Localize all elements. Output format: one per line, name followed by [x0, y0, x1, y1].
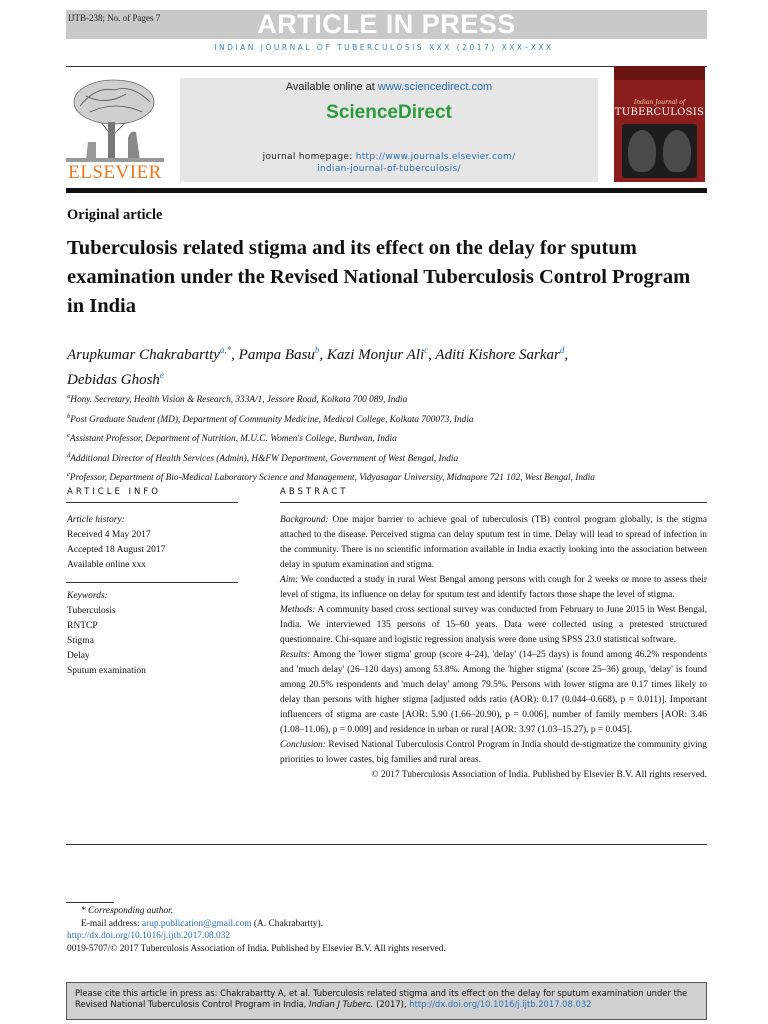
received-date: Received 4 May 2017 — [67, 530, 151, 540]
affiliation-item — [67, 409, 712, 429]
affiliation-text: Assistant Professor, Department of Nutrition, M.U.C. Women's College, Burdwan, India — [69, 434, 397, 445]
homepage-label: journal homepage: — [262, 152, 356, 162]
results-label: Results: — [280, 650, 311, 660]
available-online — [180, 81, 598, 93]
affiliation-text: Hony. Secretary, Health Vision & Research, 333A/1, Jessore Road, Kolkata 700 089, India — [70, 395, 408, 406]
affiliation-item — [67, 467, 712, 487]
author-affil-marker[interactable]: b — [314, 345, 320, 355]
banner-title: ARTICLE IN PRESS — [257, 9, 516, 39]
author-separator: , — [564, 347, 569, 363]
conclusion-label: Conclusion: — [280, 740, 326, 750]
affiliation-text: Professor, Department of Bio-Medical Laboratory Science and Management, Vidyasagar University, Midnapore 721 102, West Bengal, India — [69, 473, 595, 484]
keywords-block — [67, 589, 239, 679]
journal-cover-image — [614, 66, 705, 182]
author-separator: , — [231, 347, 239, 363]
history-label: Article history: — [67, 515, 125, 525]
methods-text: A community based cross sectional survey was conducted from February to June 2015 in West Bengal, India. We interviewed 135 persons of 15–60 years. Data were collected using a pretested structured questionnaire. Chi-square and logistic regression analysis were done using SPSS 23.0 statistical software. — [280, 605, 707, 645]
manuscript-id: IJTB-238; No. of Pages 7 — [68, 13, 161, 23]
methods-label: Methods: — [280, 605, 316, 615]
aim-text: We conducted a study in rural West Bengal among persons with cough for 2 weeks or more to assess their level of stigma, its influence on delay for sputum test and identify factors those shape the level of stigma. — [280, 575, 707, 600]
affiliation-item — [67, 448, 712, 468]
cover-header-band — [614, 66, 705, 80]
abstract-background — [280, 513, 707, 573]
article-info-heading: ARTICLE INFO — [67, 487, 161, 497]
abstract-heading: ABSTRACT — [280, 487, 349, 497]
article-info-divider — [66, 502, 238, 503]
author-affil-marker[interactable]: a,* — [219, 345, 232, 355]
citation-journal: Indian J Tuberc. — [309, 999, 374, 1009]
author-name: Pampa Basu — [238, 347, 315, 363]
doi-link[interactable]: http://dx.doi.org/10.1016/j.ijtb.2017.08.032 — [67, 931, 231, 941]
abstract-results — [280, 648, 707, 738]
affiliation-marker: a — [67, 393, 71, 400]
affiliation-item — [67, 389, 712, 409]
article-title: Tuberculosis related stigma and its effect on the delay for sputum examination under the Revised National Tuberculosis Control Program in India — [67, 237, 691, 317]
footnotes — [67, 905, 707, 955]
keywords-divider — [66, 582, 238, 583]
affiliation-list — [67, 389, 712, 487]
elsevier-logo — [66, 76, 164, 184]
author-affil-marker[interactable]: d — [559, 345, 565, 355]
aim-label: Aim: — [280, 575, 299, 585]
author-separator: , — [319, 347, 327, 363]
affiliation-marker: d — [67, 451, 71, 459]
available-online-label: Available online at — [285, 81, 378, 93]
homepage-link-line2[interactable]: indian-journal-of-tuberculosis/ — [317, 164, 461, 174]
footnote-rule — [66, 902, 114, 903]
sciencedirect-panel — [180, 78, 598, 182]
affiliation-text: Additional Director of Health Services (Admin), H&FW Department, Government of West Bengal, India — [70, 453, 459, 464]
homepage-link-line1[interactable]: http://www.journals.elsevier.com/ — [355, 152, 516, 162]
online-date: Available online xxx — [67, 560, 146, 570]
author-affil-marker[interactable]: e — [159, 370, 164, 380]
keywords-label: Keywords: — [67, 591, 108, 601]
article-in-press-banner — [66, 10, 707, 39]
abstract-body — [280, 513, 707, 783]
corresponding-author-note: * Corresponding author. — [81, 906, 174, 916]
abstract-divider — [280, 502, 707, 503]
accepted-date: Accepted 18 August 2017 — [67, 545, 166, 555]
email-link[interactable]: arup.publication@gmail.com — [141, 918, 252, 929]
abstract-conclusion — [280, 738, 707, 768]
issn-copyright: 0019-5707/© 2017 Tuberculosis Association of India. Published by Elsevier B.V. All rights reserved. — [67, 943, 446, 954]
sciencedirect-link[interactable]: www.sciencedirect.com — [377, 81, 493, 93]
affiliation-marker: b — [67, 412, 71, 420]
keyword-item: Sputum examination — [67, 666, 146, 676]
article-type: Original article — [67, 207, 163, 223]
abstract-methods — [280, 603, 707, 648]
email-owner: (A. Chakrabartty). — [251, 918, 323, 929]
body-end-divider — [66, 844, 707, 845]
elsevier-wordmark: ELSEVIER — [68, 162, 162, 183]
author-separator: , — [428, 347, 436, 363]
header-divider — [66, 66, 707, 67]
citation-box — [66, 982, 707, 1020]
author-name: Kazi Monjur Ali — [326, 347, 425, 363]
email-label: E-mail address: — [81, 918, 142, 929]
abstract-aim — [280, 573, 707, 603]
author-name: Aditi Kishore Sarkar — [435, 347, 560, 363]
masthead-divider — [66, 188, 707, 193]
article-history — [67, 513, 239, 573]
results-text: Among the 'lower stigma' group (score 4–24), 'delay' (14–25 days) is found among 46.2% respondents and 'much delay' (26–120 days) among 53.8%. Among the 'higher stigma' (score 25–36) group, 'delay' is found among 20.5% respondents and 'much delay' among 79.5%. Persons with lower stigma are 0.17 times likely to delay than persons with higher stigma [adjusted odds ratio (AOR): 0.17 (0.044–0.668), p = 0.011)]. Important influencers of stigma are caste [AOR: 5.90 (1.66–20.90), p = 0.006], number of family members [AOR: 3.46 (1.08–11.06), p = 0.009] and residence in urban or rural [AOR: 3.97 (1.03–15.27), p = 0.045]. — [280, 650, 707, 735]
journal-homepage — [180, 151, 598, 175]
affiliation-marker: c — [67, 432, 70, 440]
author-name: Debidas Ghosh — [67, 372, 160, 388]
citation-doi-link[interactable]: http://dx.doi.org/10.1016/j.ijtb.2017.08.032 — [409, 999, 592, 1009]
chest-xray-icon — [622, 124, 697, 178]
affiliation-marker: e — [67, 471, 70, 479]
elsevier-tree-icon — [66, 76, 164, 162]
affiliation-item — [67, 428, 712, 448]
keyword-item: RNTCP — [67, 621, 98, 631]
author-name: Arupkumar Chakrabartty — [67, 347, 220, 363]
abstract-copyright: © 2017 Tuberculosis Association of India. Published by Elsevier B.V. All rights reserved. — [371, 770, 707, 780]
keyword-item: Delay — [67, 651, 90, 661]
affiliation-text: Post Graduate Student (MD), Department of Community Medicine, Medical College, Kolkata 700073, India — [70, 414, 474, 425]
keyword-item: Stigma — [67, 636, 94, 646]
cover-title-small: Indian Journal of — [633, 99, 686, 106]
sciencedirect-brand: ScienceDirect — [326, 102, 452, 123]
cover-title-large: TUBERCULOSIS — [614, 107, 705, 118]
citation-text: Please cite this article in press as: Chakrabartty A, et al. Tuberculosis related stigma and its effect on the delay for sputum examination under the Revised National Tuberculosis Control Program in India, — [75, 988, 688, 1009]
conclusion-text: Revised National Tuberculosis Control Program in India should de-stigmatize the community giving priorities to lower castes, big families and rural areas. — [280, 740, 707, 765]
keyword-item: Tuberculosis — [67, 606, 116, 616]
background-label: Background: — [280, 515, 329, 525]
author-list — [67, 340, 707, 390]
citation-year: (2017), — [373, 999, 410, 1009]
background-text: One major barrier to achieve goal of tuberculosis (TB) control program globally, is the stigma attached to the disease. Perceived stigma can delay sputum test in time. Delay will lead to spread of infection in the community. There is no scientific information available in India exactly looking into the association between delay in sputum examination and stigma. — [280, 515, 707, 570]
email-line — [67, 918, 707, 931]
author-affil-marker[interactable]: c — [424, 345, 429, 355]
journal-running-head: INDIAN JOURNAL OF TUBERCULOSIS XXX (2017) XXX–XXX — [214, 43, 554, 52]
